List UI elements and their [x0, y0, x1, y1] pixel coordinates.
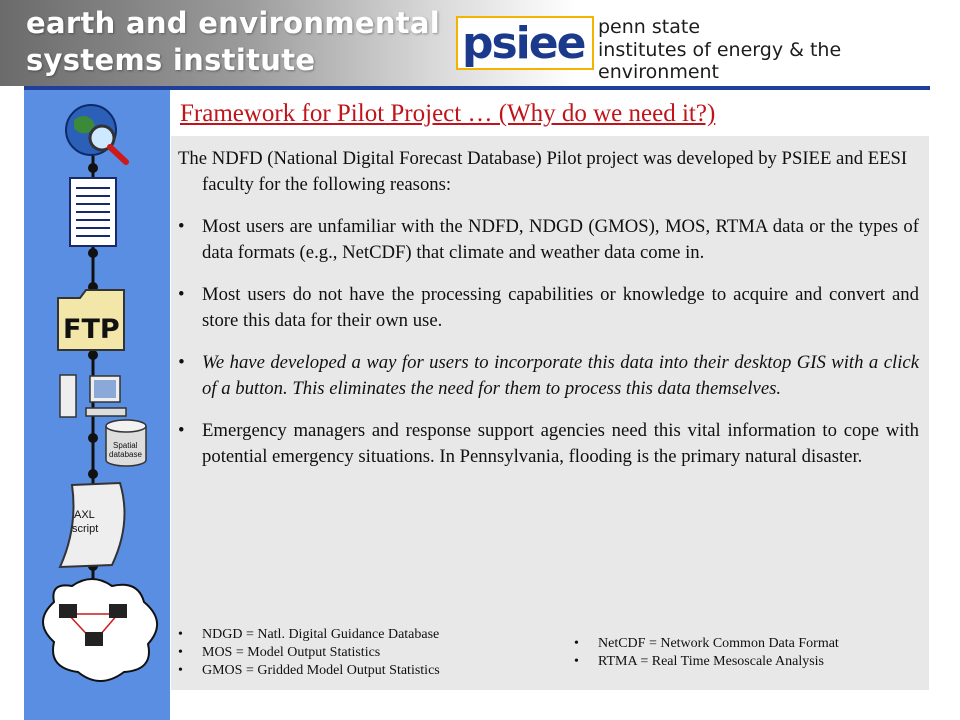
- footnote-item: • NDGD = Natl. Digital Guidance Database: [176, 626, 440, 644]
- reason-bullet-1: • Most users are unfamiliar with the NDFD, NDGD (GMOS), MOS, RTMA data or the types of data formats (e.g., NetCDF) that climate and weather data come in.: [178, 214, 919, 266]
- axl-script-icon: [60, 483, 125, 567]
- footnote-item: • GMOS = Gridded Model Output Statistics: [176, 662, 440, 680]
- network-cloud-icon: [43, 579, 157, 681]
- institute-name-line1: earth and environmental: [26, 6, 441, 40]
- reason-bullet-2: • Most users do not have the processing capabilities or knowledge to acquire and convert and store this data for their own use.: [178, 282, 919, 334]
- reason-bullet-3: • We have developed a way for users to incorporate this data into their desktop GIS with a click of a button. This eliminates the need for them to process this data themselves.: [178, 350, 919, 402]
- psiee-logo: [456, 16, 594, 70]
- svg-text:FTP: FTP: [63, 314, 120, 345]
- reasons-list: [178, 214, 919, 486]
- intro-paragraph: The NDFD (National Digital Forecast Database) Pilot project was developed by PSIEE and EESI faculty for the following reasons:: [178, 148, 908, 195]
- svg-text:script: script: [72, 523, 99, 535]
- logo-subtitle-line1: penn state: [598, 16, 701, 38]
- computer-icon: [60, 375, 126, 417]
- svg-text:psiee: psiee: [462, 18, 585, 69]
- footnotes-right: [572, 635, 839, 671]
- document-icon: [70, 178, 116, 246]
- institute-name-line2: systems institute: [26, 43, 316, 77]
- spatial-database-icon: [106, 420, 146, 466]
- ftp-folder-icon: [58, 290, 124, 350]
- logo-subtitle-line2: institutes of energy & the environment: [598, 39, 842, 83]
- svg-text:Spatial: Spatial: [113, 441, 138, 450]
- footnote-item: • MOS = Model Output Statistics: [176, 644, 440, 662]
- footnote-item: • NetCDF = Network Common Data Format: [572, 635, 839, 653]
- svg-text:AXL: AXL: [74, 509, 95, 521]
- globe-search-icon: [66, 105, 126, 162]
- footnote-item: • RTMA = Real Time Mesoscale Analysis: [572, 653, 839, 671]
- svg-text:database: database: [109, 450, 142, 459]
- footnotes-left: [176, 626, 440, 680]
- header-banner: [0, 0, 960, 86]
- slide-title: Framework for Pilot Project … (Why do we need it?): [180, 100, 716, 127]
- workflow-diagram: [24, 90, 170, 690]
- reason-bullet-4: • Emergency managers and response support agencies need this vital information to cope with potential emergency situations. In Pennsylvania, flooding is the primary natural disaster.: [178, 418, 919, 470]
